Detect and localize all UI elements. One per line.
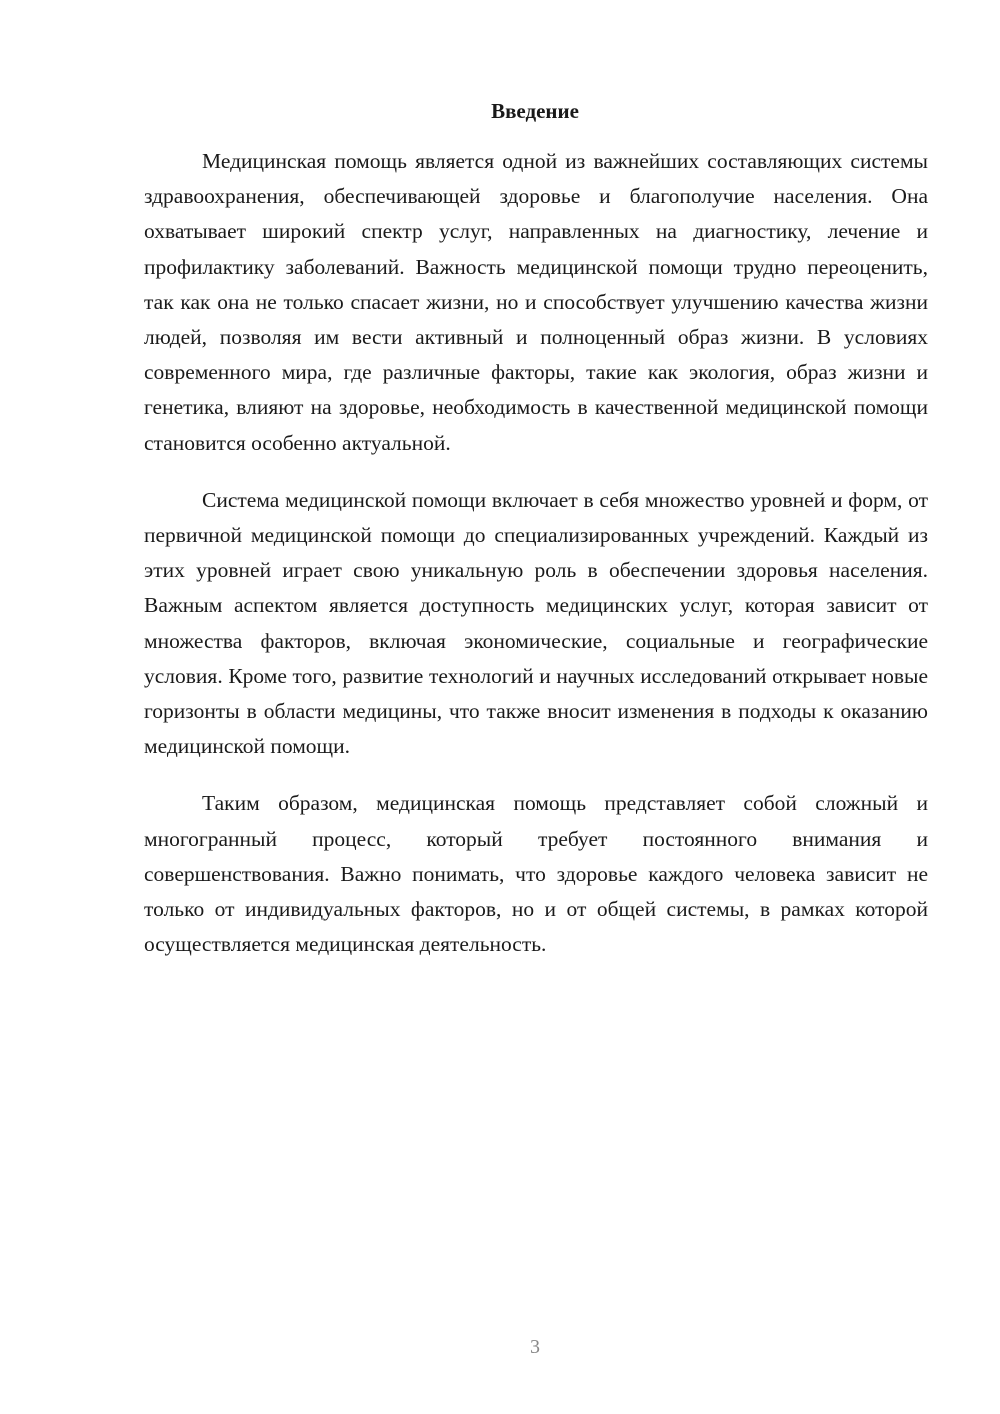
paragraph-3: Таким образом, медицинская помощь представляет собой сложный и многогранный процесс, который требует постоянного внимания и совершенствования. Важно понимать, что здоровье каждого человека зависит не только от индивидуальных факторов, но и от общей системы, в рамках которой осуществляется медицинская деятельность. — [144, 791, 928, 957]
body-text — [144, 144, 928, 984]
page-number: 3 — [530, 1336, 540, 1358]
paragraph-2: Система медицинской помощи включает в себя множество уровней и форм, от первичной медицинской помощи до специализированных учреждений. Каждый из этих уровней играет свою уникальную роль в обеспечении здоровья населения. Важным аспектом является доступность медицинских услуг, которая зависит от множества факторов, включая экономические, социальные и географические условия. Кроме того, развитие технологий и научных исследований открывает новые горизонты в области медицины, что также вносит изменения в подходы к оказанию медицинской помощи. — [144, 487, 928, 759]
section-heading: Введение — [491, 99, 579, 123]
paragraph-1: Медицинская помощь является одной из важнейших составляющих системы здравоохранения, обеспечивающей здоровье и благополучие населения. Она охватывает широкий спектр услуг, направленных на диагностику, лечение и профилактику заболеваний. Важность медицинской помощи трудно переоценить, так как она не только спасает жизни, но и способствует улучшению качества жизни людей, позволяя им вести активный и полноценный образ жизни. В условиях современного мира, где различные факторы, такие как экология, образ жизни и генетика, влияют на здоровье, необходимость в качественной медицинской помощи становится особенно актуальной. — [144, 149, 928, 455]
